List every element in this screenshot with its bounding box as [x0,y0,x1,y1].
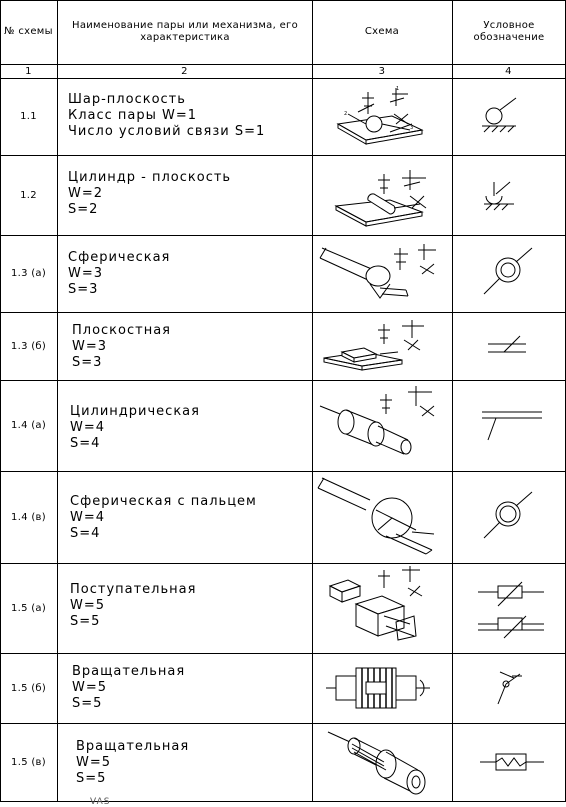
header-scheme-number: № схемы [4,26,53,37]
pair-description [70,494,257,542]
row-id: 1.3 (б) [10,340,47,352]
footer-fragment: VAS [90,797,111,807]
pair-name: Сферическая с пальцем [70,494,257,509]
pair-constraints: S=3 [72,355,103,370]
column-number: 4 [505,65,512,77]
pair-name: Плоскостная [72,323,171,338]
spherical-pin-symbol [476,486,540,546]
pair-mobility: W=3 [68,266,104,281]
pair-description [68,92,265,140]
row-separator [0,563,566,564]
row-separator [0,155,566,156]
row-separator [0,723,566,724]
row-id: 1.5 (а) [10,602,47,614]
column-number: 3 [378,65,386,77]
row-id: 1.5 (в) [11,756,46,768]
column-separator [312,0,313,802]
ball-plane-scheme [330,84,440,150]
pair-name: Поступательная [70,582,197,597]
row-id: 1.4 (в) [11,511,46,523]
revolute-pair-scheme-alt [324,728,444,800]
pair-description [70,582,196,630]
revolute-pair-scheme [322,660,442,718]
spherical-pin-scheme [316,474,446,560]
revolute-symbol [480,664,540,714]
planar-pair-scheme [318,318,438,376]
row-id: 1.2 [20,189,37,201]
pair-description [72,664,185,712]
header-scheme: Схема [364,26,400,37]
pair-mobility: W=4 [70,420,106,435]
pair-mobility: W=5 [70,598,106,613]
pair-mobility: W=3 [72,339,108,354]
pair-mobility: W=5 [72,680,108,695]
pair-name: Шар-плоскость [68,92,186,107]
pair-constraints: S=5 [70,614,101,629]
pair-constraints: S=2 [68,202,99,217]
pair-description [70,404,200,452]
pair-constraints: S=5 [72,696,103,711]
row-separator [0,380,566,381]
pair-constraints: Число условий связи S=1 [68,124,266,139]
pair-name: Вращательная [76,739,190,754]
pair-constraints: S=3 [68,282,99,297]
pair-description [76,739,189,787]
pair-name: Цилиндр - плоскость [68,170,232,185]
row-separator [0,471,566,472]
pair-mobility: W=4 [70,510,106,525]
row-separator [0,312,566,313]
spherical-symbol [476,244,540,300]
pair-mobility: W=2 [68,186,104,201]
pair-description [68,170,231,218]
pair-mobility: W=5 [76,755,112,770]
pair-name: Сферическая [68,250,171,265]
pair-mobility: Класс пары W=1 [68,108,198,123]
column-number: 1 [25,65,32,77]
pair-constraints: S=5 [76,771,107,786]
cylindrical-symbol [476,400,548,450]
cylinder-plane-symbol [476,174,536,220]
column-numbers-separator [0,78,566,79]
table-border-bottom [0,801,566,802]
prismatic-pair-scheme [320,566,440,650]
cylinder-plane-scheme [330,166,440,228]
column-separator [452,0,453,802]
row-id: 1.5 (б) [10,682,47,694]
header-symbol: Условное обозначение [473,20,545,43]
row-separator [0,235,566,236]
scheme-label: 2 [344,111,348,117]
pair-description [68,250,170,298]
row-id: 1.1 [20,111,37,122]
pair-name: Вращательная [72,664,186,679]
revolute-spring-symbol [476,740,548,784]
column-separator [57,0,58,802]
pair-constraints: S=4 [70,526,101,541]
pair-constraints: S=4 [70,436,101,451]
planar-symbol [476,326,540,366]
cylindrical-pair-scheme [316,384,446,466]
prismatic-symbol [474,572,550,646]
row-id: 1.3 (а) [10,268,47,279]
ball-plane-symbol [476,94,536,140]
spherical-joint-scheme [316,240,446,306]
scheme-label: 3 [410,125,414,131]
row-id: 1.4 (а) [10,420,47,431]
scheme-label: 1 [396,86,400,92]
row-separator [0,653,566,654]
column-number: 2 [181,65,188,77]
header-name: Наименование пары или механизма, его характеристика [72,20,298,43]
pair-name: Цилиндрическая [70,404,200,419]
pair-description [72,323,171,371]
